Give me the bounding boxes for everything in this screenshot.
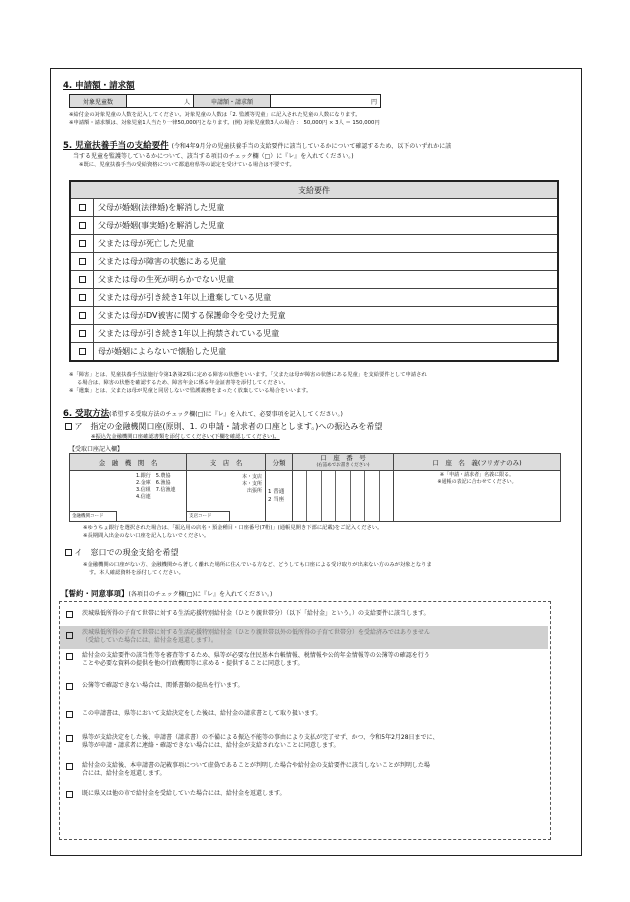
requirements-header: 支給要件 <box>70 181 558 199</box>
pledge-text: この申請書は、県等において支給決定をした後は、給付金の請求書として取り扱います。 <box>82 710 322 717</box>
section5-title-text: 5. 児童扶養手当の支給要件 <box>63 141 169 151</box>
requirement-label: 父または母が引き続き1年以上遺棄している児童 <box>94 289 559 307</box>
requirement-label: 父または母が死亡した児童 <box>94 235 559 253</box>
pledge-text: ことや必要な資料の提供を他の行政機関等に求める・提供することに同意します。 <box>82 660 304 667</box>
requirement-label: 父母が婚姻(法律婚)を解消した児童 <box>94 199 559 217</box>
amount-label: 申請額・請求額 <box>194 95 271 108</box>
digit-cell[interactable] <box>351 471 365 521</box>
bank-type-line: 2.金庫 6.漁協 <box>136 480 171 486</box>
amount-table <box>69 94 381 108</box>
requirement-row[interactable] <box>70 271 558 289</box>
col-number-sub: (右詰めでお書きください) <box>316 463 370 468</box>
children-count-label: 対象児童数 <box>70 95 127 108</box>
requirement-label: 父母が婚姻(事実婚)を解消した児童 <box>94 217 559 235</box>
requirement-row[interactable] <box>70 217 558 235</box>
branch-type-line: 本・支店 <box>241 474 262 480</box>
col-branch-header: 支 店 名 <box>187 454 266 471</box>
pledge-text: 茨城県低所得の子育て世帯に対する生活応援特別給付金（ひとり親世帯分）（以下「給付金」という。）の支給要件に該当します。 <box>82 610 430 617</box>
option-a-checkbox[interactable] <box>65 423 72 430</box>
section4-note-1: ※給付金の対象児童の人数を記入してください。対象児童の人数は「2. 監護等児童」に記入された児童の人数になります。 <box>69 112 361 118</box>
pledge-text: 給付金の支給要件の該当性等を審査等するため、県等が必要な住民基本台帳情報、税情報や公的年金情報等の公簿等の確認を行う <box>82 652 430 659</box>
option-a-row[interactable] <box>65 421 382 432</box>
section5-note-2: る場合は、障害の状態を確認するため、障害年金に係る年金証書等を添付してください。 <box>77 380 289 386</box>
digit-cell[interactable] <box>365 471 379 521</box>
pledge-checkbox[interactable] <box>66 711 73 718</box>
section6-subtitle: (希望する受取方法のチェック欄(□)に『レ』を入れて、必要事項を記入してください。) <box>109 411 343 418</box>
digit-cell[interactable] <box>322 471 336 521</box>
account-type-option[interactable]: 2 当座 <box>268 497 285 503</box>
requirement-checkbox[interactable] <box>79 348 86 355</box>
pledge-checkbox[interactable] <box>66 791 73 798</box>
section5-intro-2: 当する児童を監護等しているかについて、該当する項目のチェック欄（□）に『レ』を入れてください。) <box>73 153 354 160</box>
col-holder-header: 口 座 名 義(フリガナのみ) <box>394 454 561 471</box>
pledge-title-text: 【誓約・同意事項】 <box>61 589 129 598</box>
pledge-text: 合には、給付金を返還します。 <box>82 770 166 777</box>
option-b-row[interactable] <box>65 547 179 558</box>
pledge-text: （受給していた場合には、給付金を返還します）。 <box>82 637 218 644</box>
pledge-checkbox[interactable] <box>66 683 73 690</box>
section5-intro-3: ※既に、児童扶養手当の受給資格について都道府県等の認定を受けている場合は不要です。 <box>79 162 295 168</box>
section5-intro-1: (令和4年9月分の児童扶養手当の支給要件に該当しているかについて確認するため、以下のいずれかに該 <box>171 143 452 150</box>
requirement-row[interactable] <box>70 325 558 343</box>
branch-code-label: 支店コード <box>187 511 230 521</box>
requirement-label: 父または母がDV被害に関する保護命令を受けた児童 <box>94 307 559 325</box>
pledge-text: 茨城県低所得の子育て世帯に対する生活応援特別給付金（ひとり親世帯以外の低所得の子育て世帯分）を受給済みではありません <box>82 629 431 636</box>
account-number-field[interactable] <box>293 471 394 522</box>
pledge-checkbox[interactable] <box>66 735 73 742</box>
pledge-text: 既に県又は他の市で給付金を受給していた場合には、給付金を返還します。 <box>82 790 286 797</box>
account-type-field[interactable] <box>266 471 293 522</box>
bank-type-line: 1.銀行 5.農協 <box>136 473 171 479</box>
children-unit: 人 <box>183 98 190 106</box>
branch-name-field[interactable] <box>187 471 266 522</box>
account-holder-field[interactable] <box>394 471 561 522</box>
amount-field[interactable] <box>271 95 381 108</box>
col-bank-header: 金 融 機 関 名 <box>70 454 187 471</box>
bank-name-field[interactable] <box>70 471 187 522</box>
section5-title <box>63 139 451 151</box>
requirement-checkbox[interactable] <box>79 276 86 283</box>
section4-note-2: ※申請額・請求額は、対象児童1人当たり一律50,000円となります。(例) 対象児童数3人の場合 ： 50,000円 × 3人 ＝ 150,000円 <box>69 120 380 126</box>
digit-cell[interactable] <box>380 471 393 521</box>
section6-title <box>63 407 343 419</box>
digit-cell[interactable] <box>307 471 321 521</box>
account-type-option[interactable]: 1 普通 <box>268 489 285 495</box>
col-number-header <box>293 454 394 471</box>
bank-type-line: 3.信組 7.信漁連 <box>136 487 176 493</box>
requirement-checkbox[interactable] <box>79 240 86 247</box>
section4-title-text: 4. 申請額・請求額 <box>63 81 135 91</box>
branch-type-line: 出張所 <box>246 488 262 494</box>
pledge-checkbox[interactable] <box>66 632 73 639</box>
section6-title-text: 6. 受取方法 <box>63 409 110 419</box>
requirement-row[interactable] <box>70 307 558 325</box>
requirement-checkbox[interactable] <box>79 294 86 301</box>
section5-note-1: ※「障害」とは、児童扶養手当法施行令第1条第2項に定める障害の状態をいいます。「父または母が障害の状態にある児童」を支給要件として申請され <box>69 372 427 378</box>
yucho-note: ※ゆうちょ銀行を選択された場合は、「振込用の店名・預金種目・口座番号(7桁)」(通帳見開き下部に記載)をご記入ください。 <box>83 525 383 531</box>
branch-type-line: 本・支所 <box>241 481 262 487</box>
account-box-label: 【受取口座記入欄】 <box>69 446 124 453</box>
requirement-label: 父または母の生死が明らかでない児童 <box>94 271 559 289</box>
requirement-label: 母が婚姻によらないで懐胎した児童 <box>94 343 559 362</box>
holder-note: ※通帳の表記に合わせてください。 <box>437 479 517 485</box>
requirement-checkbox[interactable] <box>79 258 86 265</box>
pledge-checkbox[interactable] <box>66 653 73 660</box>
amount-unit: 円 <box>370 98 377 106</box>
requirement-checkbox[interactable] <box>79 312 86 319</box>
option-b-label: イ 窓口での現金支給を希望 <box>74 548 179 557</box>
pledge-text: 県等が支給決定をした後、申請書（請求書）の不備による振込不能等の事由により支払が完了せず、かつ、令和5年2月28日までに、 <box>82 734 439 741</box>
option-a-label: ア 指定の金融機関口座(原則、1. の申請・請求者の口座とします。)への振込みを希望 <box>74 422 383 431</box>
section5-note-3: ※「遺棄」とは、父または母が児童と同居しないで監護義務をまったく放棄している場合をいいます。 <box>69 388 312 394</box>
holder-note: ※「申請・請求者」名義に限る。 <box>439 472 515 478</box>
option-b-note-2: す。本人確認資料を添付してください。 <box>89 570 184 576</box>
pledge-title <box>61 588 272 599</box>
requirement-label: 父または母が障害の状態にある児童 <box>94 253 559 271</box>
option-b-checkbox[interactable] <box>65 549 72 556</box>
col-type-header: 分類 <box>266 454 293 471</box>
pledge-text: 給付金の支給後、本申請書の記載事項について虚偽であることが判明した場合や給付金の支給要件に該当しないことが判明した場 <box>82 762 430 769</box>
branch-types <box>242 474 262 495</box>
application-form-page <box>50 68 582 856</box>
account-number-digits <box>293 471 393 521</box>
pledge-text: 公簿等で確認できない場合は、関係書類の提出を行います。 <box>82 682 244 689</box>
bank-types <box>136 473 176 501</box>
requirement-checkbox[interactable] <box>79 222 86 229</box>
pledge-subtitle: (各項目のチェック欄(□)に『レ』を入れてください。) <box>128 591 273 598</box>
section4-title <box>63 79 135 91</box>
requirement-checkbox[interactable] <box>79 204 86 211</box>
pledge-item[interactable] <box>60 626 548 649</box>
children-count-field[interactable] <box>127 95 194 108</box>
option-b-note-1: ※金融機関の口座がない方、金融機関から著しく離れた場所に住んでいる方など、どうしても口座による受け取りが出来ない方のみが対象となりま <box>83 562 432 568</box>
digit-cell[interactable] <box>293 471 307 521</box>
col-number-title: 口 座 番 号 <box>320 454 366 462</box>
requirements-table <box>69 180 559 362</box>
digit-cell[interactable] <box>336 471 350 521</box>
bank-code-label: 金融機関コード <box>70 511 117 521</box>
requirement-row[interactable] <box>70 235 558 253</box>
bank-account-table <box>69 453 561 522</box>
pledge-text: 県等が申請・請求者に連絡・確認できない場合には、給付金が支給されないことに同意します。 <box>82 742 340 749</box>
option-a-note: ※振込先金融機関口座確認書類を添付してください(下欄を確認してください)。 <box>91 434 280 440</box>
requirement-checkbox[interactable] <box>79 330 86 337</box>
requirement-row[interactable] <box>70 343 558 362</box>
pledge-checkbox[interactable] <box>66 763 73 770</box>
requirement-label: 父または母が引き続き1年以上拘禁されている児童 <box>94 325 559 343</box>
pledge-box <box>59 601 551 840</box>
requirement-row[interactable] <box>70 253 558 271</box>
requirement-row[interactable] <box>70 199 558 217</box>
pledge-checkbox[interactable] <box>66 611 73 618</box>
bank-type-line: 4.信連 <box>136 494 151 500</box>
requirement-row[interactable] <box>70 289 558 307</box>
dormant-account-note: ※長期間入出金のない口座を記入しないでください。 <box>83 533 210 539</box>
